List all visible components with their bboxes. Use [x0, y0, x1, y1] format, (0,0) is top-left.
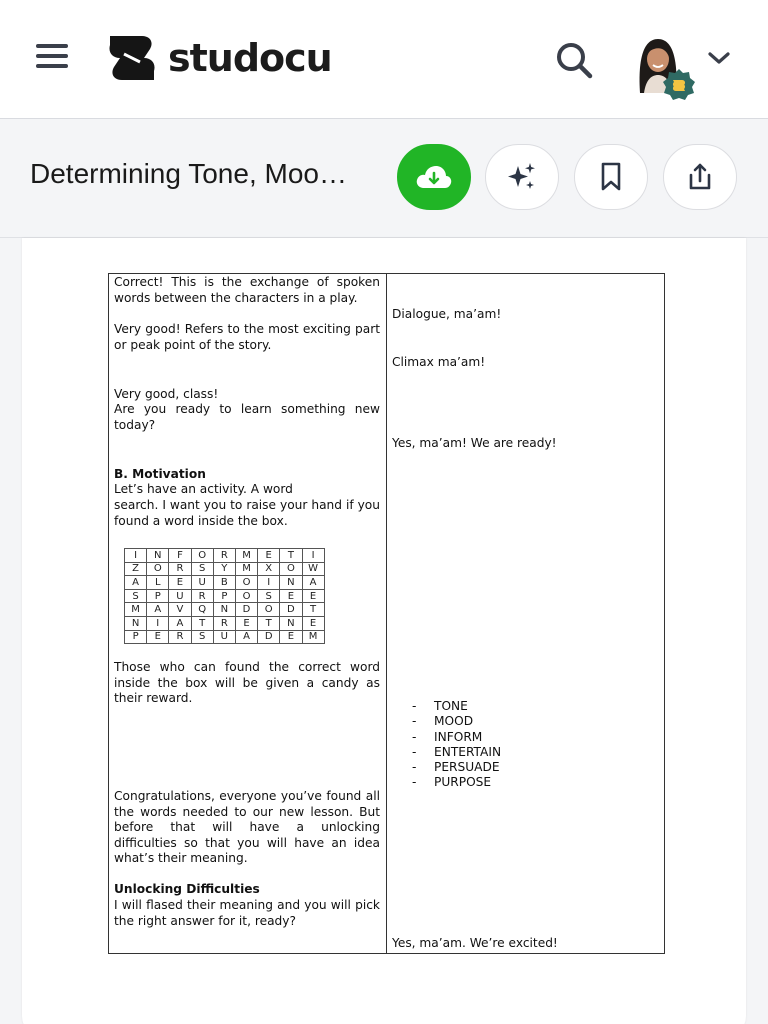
- word-search-cell: O: [147, 562, 169, 576]
- word-search-cell: S: [191, 562, 213, 576]
- word-search-cell: U: [213, 630, 235, 644]
- word-search-cell: W: [302, 562, 324, 576]
- column-divider: [386, 274, 387, 953]
- motivation-heading: B. Motivation: [114, 467, 206, 481]
- menu-icon[interactable]: [36, 44, 68, 72]
- list-item: - ENTERTAIN: [412, 744, 502, 759]
- brand-name: studocu: [168, 36, 332, 80]
- word-search-cell: M: [235, 562, 257, 576]
- word-search-cell: D: [280, 603, 302, 617]
- list-item: - TONE: [412, 699, 468, 713]
- word-search-cell: E: [235, 616, 257, 630]
- word-search-cell: U: [169, 589, 191, 603]
- bookmark-icon: [597, 161, 625, 193]
- chevron-down-icon[interactable]: [706, 48, 732, 68]
- unlocking-difficulties-text: I will flased their meaning and you will pick the right answer for it, ready?: [114, 898, 380, 928]
- word-search-cell: P: [213, 589, 235, 603]
- motivation-text-line1: Let’s have an activity. A word: [114, 482, 293, 496]
- word-search-cell: X: [258, 562, 280, 576]
- word-search-row: [125, 589, 325, 603]
- studocu-logo-mark: [104, 32, 160, 84]
- teacher-line-climax: Very good! Refers to the most exciting part or peak point of the story.: [114, 322, 380, 352]
- word-search-cell: R: [213, 549, 235, 563]
- word-search-cell: E: [302, 616, 324, 630]
- word-search-cell: N: [280, 616, 302, 630]
- student-line-excited: Yes, ma’am. We’re excited!: [392, 936, 558, 950]
- share-button[interactable]: [663, 144, 737, 210]
- word-search-cell: N: [280, 576, 302, 590]
- word-search-cell: E: [302, 589, 324, 603]
- word-search-cell: A: [169, 616, 191, 630]
- word-search-cell: T: [280, 549, 302, 563]
- word-search-cell: R: [169, 630, 191, 644]
- word-search-cell: N: [147, 549, 169, 563]
- document-title: Determining Tone, Moo…: [30, 158, 347, 189]
- teacher-line-praise: Very good, class!: [114, 387, 219, 401]
- word-search-cell: M: [125, 603, 147, 617]
- word-search-cell: N: [125, 616, 147, 630]
- teacher-line-dialogue: Correct! This is the exchange of spoken words between the characters in a play.: [114, 275, 380, 305]
- word-search-cell: I: [147, 616, 169, 630]
- word-search-cell: A: [125, 576, 147, 590]
- word-search-cell: O: [235, 589, 257, 603]
- word-search-cell: P: [147, 589, 169, 603]
- student-line-ready: Yes, ma’am! We are ready!: [392, 436, 557, 450]
- list-item: - INFORM: [412, 729, 483, 744]
- studocu-logo[interactable]: [104, 32, 332, 84]
- word-search-cell: I: [125, 549, 147, 563]
- word-search-cell: N: [213, 603, 235, 617]
- word-search-cell: F: [169, 549, 191, 563]
- word-search-grid: [124, 548, 325, 644]
- ai-assistant-button[interactable]: [485, 144, 559, 210]
- top-header: [0, 0, 768, 119]
- share-icon: [685, 161, 715, 193]
- word-search-cell: R: [191, 589, 213, 603]
- unlocking-difficulties-heading: Unlocking Difficulties: [114, 882, 260, 896]
- word-search-cell: S: [258, 589, 280, 603]
- word-search-cell: V: [169, 603, 191, 617]
- word-search-row: [125, 616, 325, 630]
- word-search-cell: E: [258, 549, 280, 563]
- word-search-cell: T: [191, 616, 213, 630]
- word-search-cell: E: [147, 630, 169, 644]
- word-search-cell: Q: [191, 603, 213, 617]
- list-item: - PERSUADE: [412, 760, 500, 775]
- word-search-cell: S: [191, 630, 213, 644]
- word-search-cell: R: [213, 616, 235, 630]
- word-search-row: [125, 562, 325, 576]
- word-search-cell: P: [125, 630, 147, 644]
- word-search-row: [125, 549, 325, 563]
- word-search-row: [125, 630, 325, 644]
- sparkles-icon: [505, 160, 539, 194]
- word-search-cell: D: [235, 603, 257, 617]
- download-button[interactable]: [397, 144, 471, 210]
- word-search-cell: I: [258, 576, 280, 590]
- vocabulary-list: [392, 699, 652, 791]
- student-line-dialogue: Dialogue, ma’am!: [392, 307, 502, 321]
- lesson-plan-table: [108, 273, 665, 954]
- bookmark-button[interactable]: [574, 144, 648, 210]
- word-search-cell: E: [280, 630, 302, 644]
- word-search-cell: T: [258, 616, 280, 630]
- word-search-cell: M: [302, 630, 324, 644]
- word-search-cell: O: [258, 603, 280, 617]
- student-line-climax: Climax ma’am!: [392, 355, 486, 369]
- word-search-cell: A: [235, 630, 257, 644]
- list-item: - MOOD: [412, 714, 474, 729]
- list-item: - PURPOSE: [412, 775, 492, 790]
- cloud-download-icon: [414, 162, 454, 192]
- word-search-cell: D: [258, 630, 280, 644]
- word-search-cell: S: [125, 589, 147, 603]
- word-search-cell: L: [147, 576, 169, 590]
- teacher-line-ready: Are you ready to learn something new today?: [114, 402, 380, 432]
- word-search-cell: O: [280, 562, 302, 576]
- word-search-cell: E: [169, 576, 191, 590]
- word-search-cell: M: [235, 549, 257, 563]
- search-icon[interactable]: [554, 40, 594, 80]
- word-search-cell: U: [191, 576, 213, 590]
- teacher-line-congrats: Congratulations, everyone you’ve found all the words needed to our new lesson. But before that will have a unlocking difficulties so that you will have an idea what’s their meaning.: [114, 789, 380, 865]
- word-search-cell: O: [235, 576, 257, 590]
- word-search-row: [125, 576, 325, 590]
- word-search-row: [125, 603, 325, 617]
- motivation-text: search. I want you to raise your hand if you found a word inside the box.: [114, 498, 380, 528]
- word-search-cell: Z: [125, 562, 147, 576]
- word-search-cell: Y: [213, 562, 235, 576]
- word-search-cell: T: [302, 603, 324, 617]
- word-search-cell: I: [302, 549, 324, 563]
- word-search-cell: B: [213, 576, 235, 590]
- word-search-cell: E: [280, 589, 302, 603]
- badge-icon: [662, 68, 696, 102]
- word-search-cell: A: [302, 576, 324, 590]
- word-search-cell: A: [147, 603, 169, 617]
- word-search-cell: O: [191, 549, 213, 563]
- teacher-line-reward: Those who can found the correct word inside the box will be given a candy as their reward.: [114, 660, 380, 705]
- word-search-cell: R: [169, 562, 191, 576]
